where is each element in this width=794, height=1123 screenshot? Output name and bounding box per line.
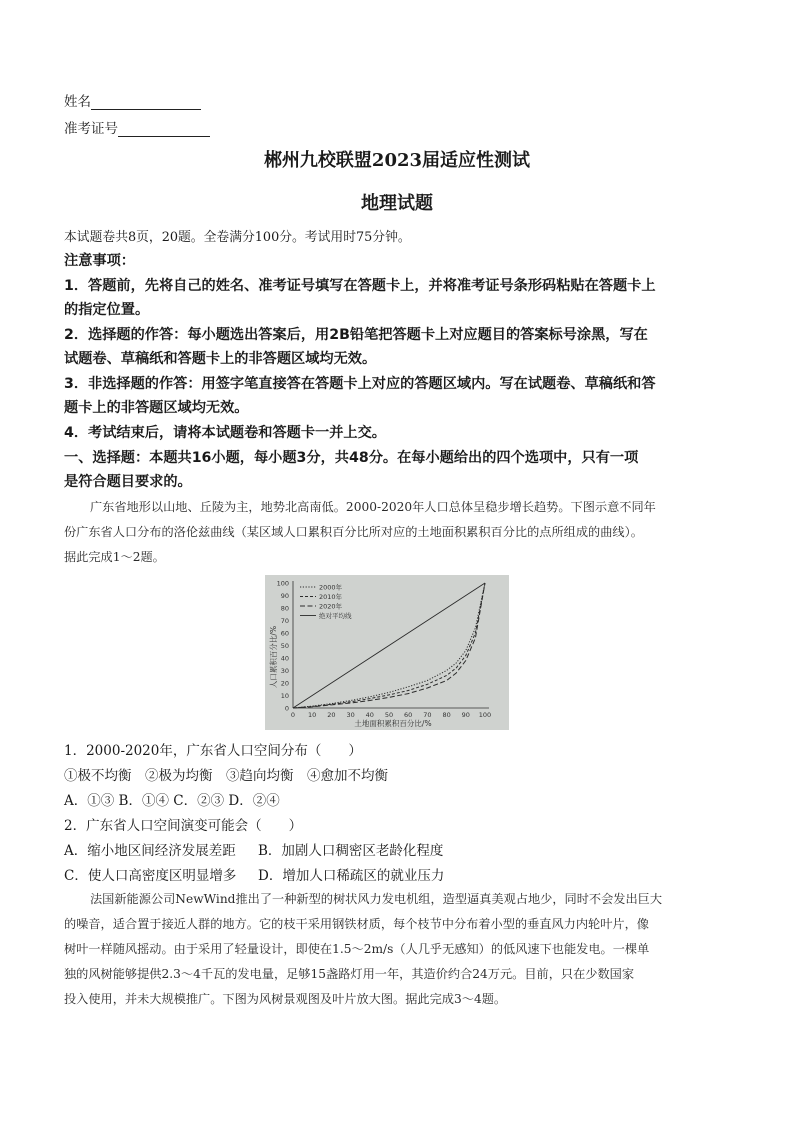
- chart-y-tick-label: 100: [276, 579, 289, 588]
- chart-x-axis-label: 土地面积累积百分比/%: [354, 719, 432, 728]
- passage-2-line-2: 的噪音，适合置于接近人群的地方。它的枝干采用钢铁材质，每个枝节中分布着小型的垂直风力内轮叶片，像: [64, 917, 649, 931]
- chart-y-axis-label: 人口累积百分比/%: [269, 625, 278, 689]
- chart-legend-label: 2010年: [319, 592, 343, 601]
- chart-y-tick-label: 70: [280, 616, 289, 625]
- q2-stem: 2．广东省人口空间演变可能会（ ）: [64, 818, 303, 834]
- chart-x-tick-label: 0: [290, 711, 296, 719]
- passage-2-line-1: 法国新能源公司NewWind推出了一种新型的树状风力发电机组，造型逼真美观占地少，同时不会发出巨大: [90, 892, 663, 906]
- chart-x-tick-label: 10: [308, 711, 317, 719]
- chart-x-tick-label: 80: [442, 711, 451, 719]
- chart-y-tick-label: 20: [280, 679, 289, 688]
- q2-option-a: A．缩小地区间经济发展差距: [64, 843, 236, 859]
- q1-options: A．①③ B．①④ C．②③ D．②④: [64, 793, 280, 809]
- q1-items: ①极不均衡 ②极为均衡 ③趋向均衡 ④愈加不均衡: [64, 768, 388, 784]
- notice-4: 4．考试结束后，请将本试题卷和答题卡一并上交。: [64, 425, 386, 441]
- passage-1-line-2: 份广东省人口分布的洛伦兹曲线（某区域人口累积百分比所对应的土地面积累积百分比的点所组成的曲线）。: [64, 525, 643, 539]
- id-label: 准考证号: [64, 121, 118, 137]
- chart-x-tick-label: 60: [404, 711, 413, 719]
- passage-1-line-1: 广东省地形以山地、丘陵为主，地势北高南低。2000-2020年人口总体呈稳步增长趋势。下图示意不同年: [90, 500, 656, 514]
- chart-x-tick-label: 50: [384, 711, 394, 719]
- q2-option-d: D．增加人口稀疏区的就业压力: [258, 868, 445, 884]
- notice-1-line-2: 的指定位置。: [64, 302, 150, 318]
- chart-x-tick-label: 70: [423, 711, 432, 719]
- lorenz-curve-figure: [265, 575, 509, 730]
- name-label: 姓名: [64, 94, 91, 110]
- chart-y-tick-label: 80: [280, 604, 289, 613]
- notice-3-line-2: 题卡上的非答题区域均无效。: [64, 400, 249, 416]
- chart-y-tick-label: 30: [280, 666, 289, 675]
- passage-2-line-4: 独的风树能够提供2.3～4千瓦的发电量，足够15盏路灯用一年，其造价约合24万元。目前，只在少数国家: [64, 967, 635, 981]
- chart-x-tick-label: 40: [365, 711, 374, 719]
- section-1-heading-line-1: 一、选择题：本题共16小题，每小题3分，共48分。在每小题给出的四个选项中，只有一项: [64, 450, 639, 466]
- lorenz-curve-chart: [265, 575, 509, 730]
- chart-legend-label: 2020年: [319, 602, 343, 611]
- passage-1-line-3: 据此完成1～2题。: [64, 550, 165, 564]
- chart-y-tick-label: 90: [280, 591, 289, 600]
- chart-legend-label: 2000年: [319, 583, 343, 592]
- chart-y-tick-label: 40: [280, 654, 289, 663]
- notice-2-line-1: 2．选择题的作答：每小题选出答案后，用2B铅笔把答题卡上对应题目的答案标号涂黑，写在: [64, 327, 648, 343]
- id-blank[interactable]: [118, 122, 210, 137]
- chart-x-tick-label: 100: [478, 711, 492, 719]
- chart-y-tick-label: 10: [280, 691, 289, 700]
- chart-x-tick-label: 20: [327, 711, 336, 719]
- notice-3-line-1: 3．非选择题的作答：用签字笔直接答在答题卡上对应的答题区域内。写在试题卷、草稿纸和答: [64, 376, 656, 392]
- q2-option-b: B．加剧人口稠密区老龄化程度: [258, 843, 444, 859]
- chart-y-tick-label: 50: [280, 641, 289, 650]
- name-blank[interactable]: [91, 95, 201, 110]
- section-1-heading-line-2: 是符合题目要求的。: [64, 474, 192, 490]
- chart-x-tick-label: 30: [346, 711, 355, 719]
- passage-2-line-5: 投入使用，并未大规模推广。下图为风树景观图及叶片放大图。据此完成3～4题。: [64, 992, 507, 1006]
- page-title: 郴州九校联盟2023届适应性测试: [263, 150, 531, 171]
- notice-2-line-2: 试题卷、草稿纸和答题卡上的非答题区域均无效。: [64, 351, 377, 367]
- chart-legend-label: 绝对平均线: [319, 611, 352, 620]
- notice-title: 注意事项：: [64, 253, 135, 269]
- name-field-row: [64, 90, 201, 110]
- notice-1-line-1: 1．答题前，先将自己的姓名、准考证号填写在答题卡上，并将准考证号条形码粘贴在答题卡上: [64, 278, 656, 294]
- chart-y-tick-label: 60: [280, 629, 289, 638]
- chart-y-tick-label: 0: [284, 704, 289, 713]
- q1-stem: 1．2000-2020年，广东省人口空间分布（ ）: [64, 743, 362, 759]
- id-field-row: [64, 117, 210, 137]
- chart-x-tick-label: 90: [461, 711, 470, 719]
- q2-option-c: C．使人口高密度区明显增多: [64, 868, 237, 884]
- passage-2-line-3: 树叶一样随风摇动。由于采用了轻量设计，即使在1.5～2m/s（人几乎无感知）的低风速下也能发电。一棵单: [64, 942, 650, 956]
- page-subtitle: 地理试题: [361, 193, 433, 214]
- intro-text: 本试题卷共8页，20题。全卷满分100分。考试用时75分钟。: [64, 230, 411, 245]
